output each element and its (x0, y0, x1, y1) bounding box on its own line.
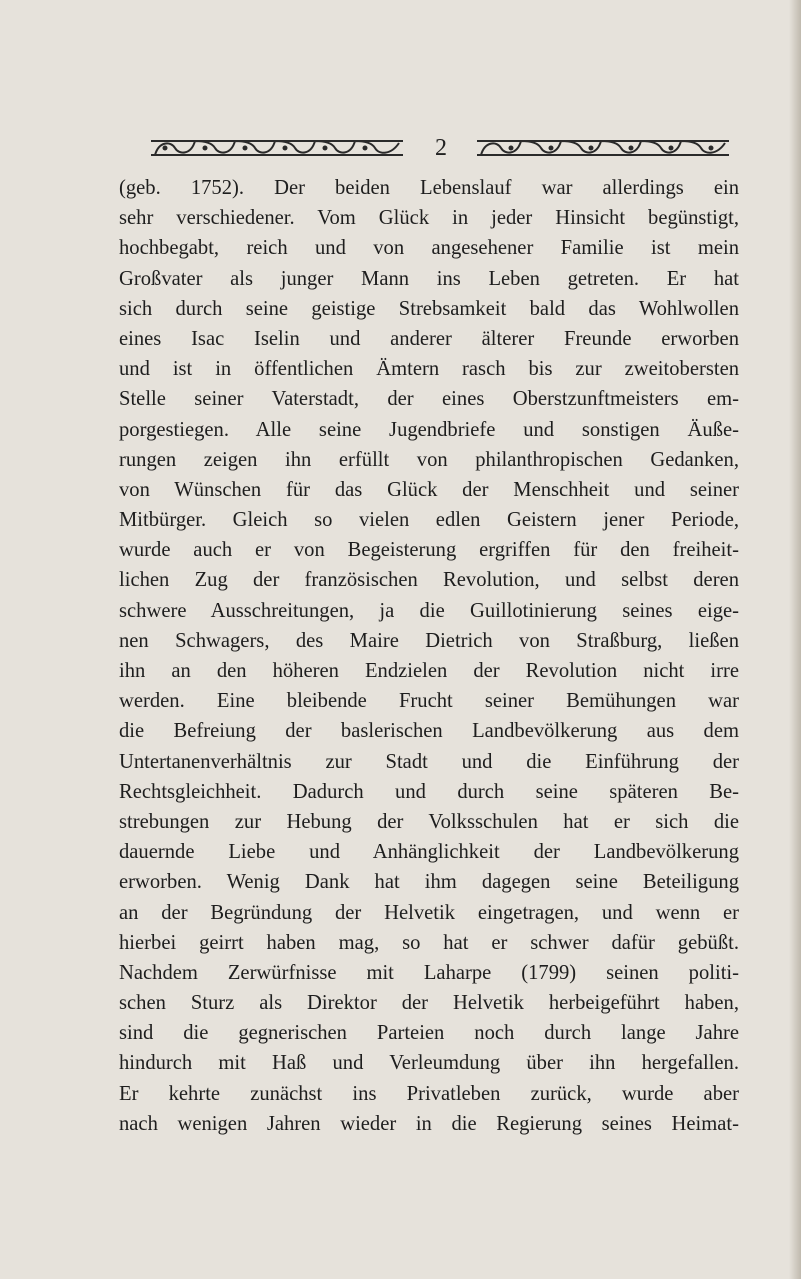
text-line: schen Sturz als Direktor der Helvetik herbeigeführt haben, (119, 992, 739, 1015)
text-line: schwere Ausschreitungen, ja die Guillotinierung seines eige- (119, 599, 739, 622)
text-line: erworben. Wenig Dank hat ihm dagegen seine Beteiligung (119, 871, 739, 894)
text-line: Er kehrte zunächst ins Privatleben zurück, wurde aber (119, 1082, 739, 1105)
text-line: Rechtsgleichheit. Dadurch und durch seine späteren Be- (119, 780, 739, 803)
text-line: und ist in öffentlichen Ämtern rasch bis zur zweitobersten (119, 358, 739, 381)
text-line: hindurch mit Haß und Verleumdung über ihn hergefallen. (119, 1052, 739, 1075)
text-line: eines Isac Iselin und anderer älterer Freunde erworben (119, 327, 739, 350)
text-line: werden. Eine bleibende Frucht seiner Bemühungen war (119, 690, 739, 713)
text-line: dauernde Liebe und Anhänglichkeit der Landbevölkerung (119, 841, 739, 864)
text-line: Nachdem Zerwürfnisse mit Laharpe (1799) seinen politi- (119, 961, 739, 984)
page-header (149, 133, 731, 163)
text-line: sind die gegnerischen Parteien noch durch lange Jahre (119, 1022, 739, 1045)
text-line: ihn an den höheren Endzielen der Revolution nicht irre (119, 660, 739, 682)
text-line: rungen zeigen ihn erfüllt von philanthropischen Gedanken, (119, 448, 739, 471)
text-line: sehr verschiedener. Vom Glück in jeder Hinsicht begünstigt, (119, 207, 739, 230)
decorative-ornament-left (149, 137, 405, 159)
text-line: nach wenigen Jahren wieder in die Regierung seines Heimat- (119, 1112, 739, 1135)
body-text (119, 173, 739, 1139)
text-line: strebungen zur Hebung der Volksschulen hat er sich die (119, 810, 739, 833)
text-line: (geb. 1752). Der beiden Lebenslauf war allerdings ein (119, 177, 739, 199)
text-line: porgestiegen. Alle seine Jugendbriefe und sonstigen Äuße- (119, 418, 739, 441)
text-line: Mitbürger. Gleich so vielen edlen Geistern jener Periode, (119, 509, 739, 532)
text-line: hierbei geirrt haben mag, so hat er schwer dafür gebüßt. (119, 931, 739, 954)
text-line: an der Begründung der Helvetik eingetragen, und wenn er (119, 901, 739, 924)
text-line: wurde auch er von Begeisterung ergriffen für den freiheit- (119, 539, 739, 562)
text-line: von Wünschen für das Glück der Menschheit und seiner (119, 478, 739, 501)
text-line: sich durch seine geistige Strebsamkeit bald das Wohlwollen (119, 297, 739, 320)
decorative-ornament-right (475, 137, 731, 159)
text-line: hochbegabt, reich und von angesehener Familie ist mein (119, 237, 739, 260)
text-line: Untertanenverhältnis zur Stadt und die Einführung der (119, 750, 739, 773)
text-line: Großvater als junger Mann ins Leben getreten. Er hat (119, 267, 739, 290)
text-line: Stelle seiner Vaterstadt, der eines Oberstzunftmeisters em- (119, 388, 739, 411)
page-number: 2 (435, 135, 447, 161)
text-line: die Befreiung der baslerischen Landbevölkerung aus dem (119, 720, 739, 743)
text-line: lichen Zug der französischen Revolution, und selbst deren (119, 569, 739, 592)
page-edge-shadow (789, 0, 801, 1279)
text-line: nen Schwagers, des Maire Dietrich von Straßburg, ließen (119, 629, 739, 652)
